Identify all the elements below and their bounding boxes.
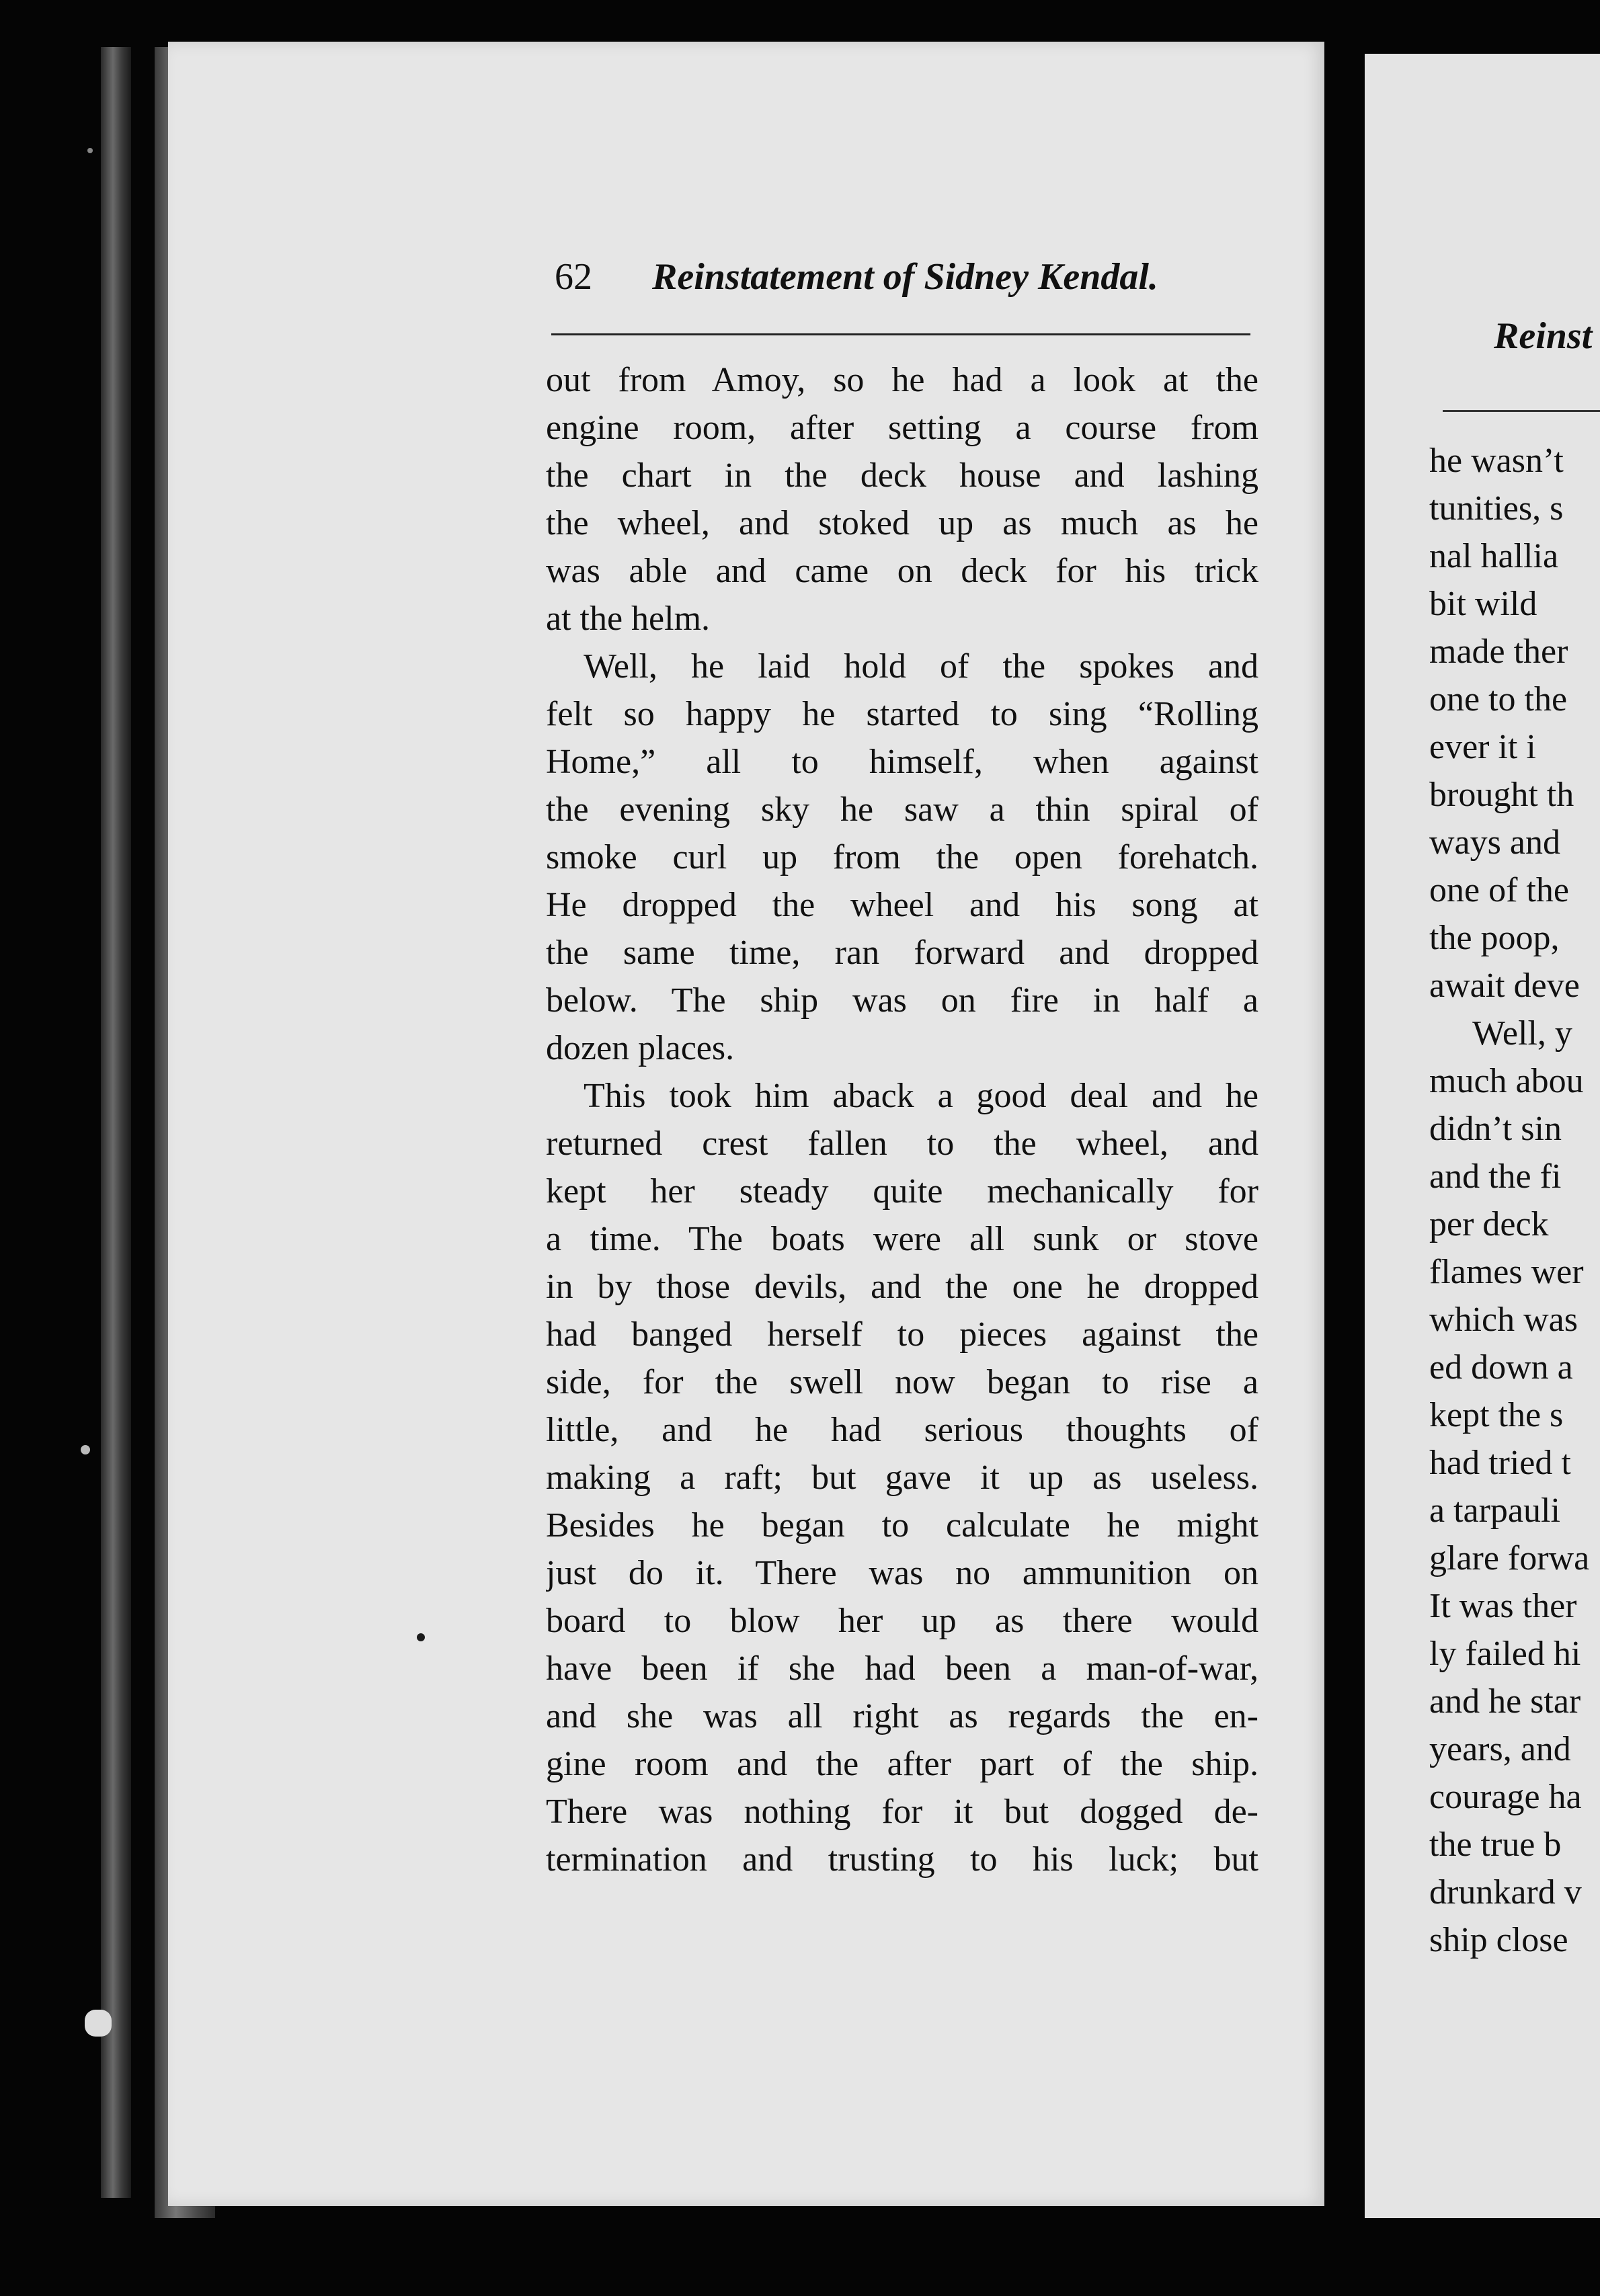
text-line: below. The ship was on fire in half a [546, 981, 1258, 1020]
text-line: ship close [1429, 1921, 1568, 1959]
text-line: had banged herself to pieces against the [546, 1315, 1258, 1354]
right-running-title: Reinst [1494, 315, 1593, 357]
text-line: termination and trusting to his luck; but [546, 1840, 1258, 1879]
text-line: brought th [1429, 776, 1574, 814]
page-number: 62 [555, 256, 592, 298]
text-line: just do it. There was no ammunition on [546, 1554, 1258, 1592]
text-line: dozen places. [546, 1029, 735, 1067]
text-line: the wheel, and stoked up as much as he [546, 504, 1258, 542]
text-line: at the helm. [546, 600, 711, 638]
text-line: It was ther [1429, 1587, 1577, 1625]
text-line: engine room, after setting a course from [546, 409, 1258, 447]
text-line: returned crest fallen to the wheel, and [546, 1124, 1258, 1163]
text-line: ever it i [1429, 728, 1536, 766]
right-header-rule [1443, 410, 1600, 412]
text-line: kept the s [1429, 1396, 1564, 1434]
text-line: drunkard v [1429, 1873, 1582, 1912]
text-line: the evening sky he saw a thin spiral of [546, 790, 1258, 829]
text-line: ways and [1429, 823, 1560, 862]
text-line: He dropped the wheel and his song at [546, 886, 1258, 924]
text-line: nal hallia [1429, 537, 1559, 575]
text-line: which was [1429, 1301, 1578, 1339]
dust-speck [85, 2010, 112, 2037]
right-page-body [1429, 437, 1589, 1964]
text-line: years, and [1429, 1730, 1571, 1768]
right-page [1365, 54, 1600, 2218]
text-line: glare forwa [1429, 1539, 1590, 1577]
text-line: out from Amoy, so he had a look at the [546, 361, 1258, 399]
text-line: This took him aback a good deal and he [584, 1077, 1258, 1115]
text-line: he wasn’t [1429, 442, 1564, 480]
text-line: tunities, s [1429, 489, 1564, 528]
text-line: await deve [1429, 967, 1580, 1005]
text-line: and the fi [1429, 1157, 1562, 1196]
ink-speck [417, 1633, 425, 1641]
text-line: a tarpauli [1429, 1491, 1560, 1530]
left-page-body [546, 356, 1258, 1883]
text-line: had tried t [1429, 1444, 1571, 1482]
text-line: the chart in the deck house and lashing [546, 456, 1258, 495]
text-line: in by those devils, and the one he dropped [546, 1268, 1258, 1306]
dust-speck [87, 148, 93, 153]
text-line: little, and he had serious thoughts of [546, 1411, 1258, 1449]
text-line: was able and came on deck for his trick [546, 552, 1258, 590]
text-line: a time. The boats were all sunk or stove [546, 1220, 1258, 1258]
text-line: didn’t sin [1429, 1110, 1562, 1148]
text-line: courage ha [1429, 1778, 1582, 1816]
text-line: kept her steady quite mechanically for [546, 1172, 1258, 1211]
text-line: felt so happy he started to sing “Rolling [546, 695, 1258, 733]
text-line: Well, he laid hold of the spokes and [584, 647, 1258, 686]
page-header [551, 255, 1250, 323]
text-line: made ther [1429, 632, 1568, 671]
text-line: and she was all right as regards the en- [546, 1697, 1258, 1735]
book-spine-edge [101, 47, 131, 2198]
running-title: Reinstatement of Sidney Kendal. [652, 256, 1158, 298]
text-line: one of the [1429, 871, 1569, 909]
header-rule [551, 333, 1250, 335]
text-line: side, for the swell now began to rise a [546, 1363, 1258, 1401]
text-line: the true b [1429, 1826, 1562, 1864]
text-line: There was nothing for it but dogged de- [546, 1793, 1258, 1831]
text-line: Home,” all to himself, when against [546, 743, 1258, 781]
text-line: ly failed hi [1429, 1635, 1581, 1673]
text-line: the same time, ran forward and dropped [546, 934, 1258, 972]
text-line: Well, y [1472, 1014, 1572, 1053]
text-line: and he star [1429, 1682, 1581, 1721]
text-line: making a raft; but gave it up as useless. [546, 1459, 1258, 1497]
text-line: much abou [1429, 1062, 1584, 1100]
text-line: flames wer [1429, 1253, 1584, 1291]
text-line: one to the [1429, 680, 1568, 719]
text-line: Besides he began to calculate he might [546, 1506, 1258, 1545]
text-line: board to blow her up as there would [546, 1602, 1258, 1640]
text-line: ed down a [1429, 1348, 1573, 1387]
text-line: per deck [1429, 1205, 1549, 1243]
text-line: gine room and the after part of the ship. [546, 1745, 1258, 1783]
text-line: bit wild [1429, 585, 1537, 623]
dust-speck [81, 1445, 90, 1454]
text-line: smoke curl up from the open forehatch. [546, 838, 1258, 876]
text-line: the poop, [1429, 919, 1560, 957]
text-line: have been if she had been a man-of-war, [546, 1649, 1258, 1688]
